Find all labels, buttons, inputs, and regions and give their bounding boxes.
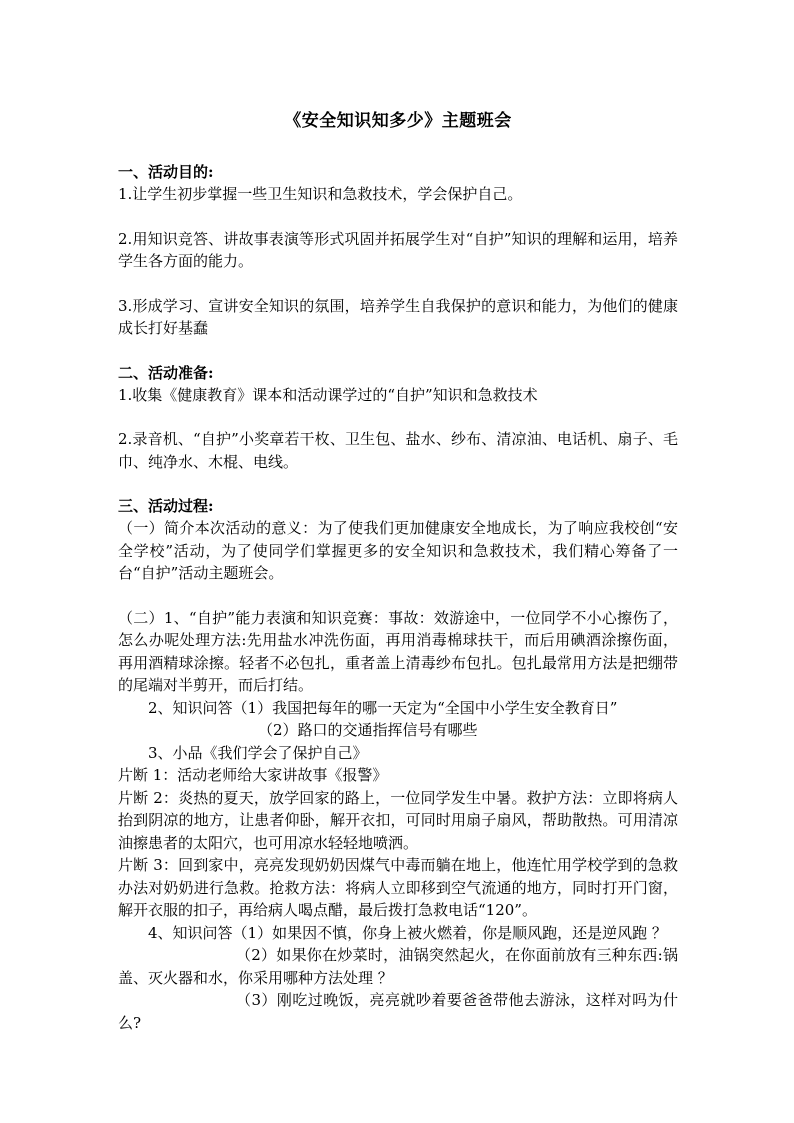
fragment-1: 片断 1：活动老师给大家讲故事《报警》 (118, 766, 388, 784)
goal-item-1: 1.让学生初步掌握一些卫生知识和急救技术，学会保护自己。 (118, 185, 523, 203)
quiz-4-q1: 4、知识问答（1）如果因不慎，你身上被火燃着，你是顺风跑，还是逆风跑 ？ (148, 923, 667, 942)
quiz-4-q2: （2）如果你在炒菜时，油锅突然起火，在你面前放有三种东西:锅盖、灭火器和水，你采用哪种方法处理 ？ (118, 946, 678, 987)
section-heading-prep: 二、活动准备: (118, 363, 214, 382)
section-heading-process: 三、活动过程: (118, 497, 214, 515)
section-prep (118, 362, 678, 474)
process-intro: （一）简介本次活动的意义：为了使我们更加健康安全地成长，为了响应我校创“安全学校”活动，为了使同学们掌握更多的安全知识和急救技术，我们精心筹备了一台“自护”活动主题班会。 (118, 519, 678, 582)
prep-item-1: 1.收集《健康教育》课本和活动课学过的“自护”知识和急救技术 (118, 385, 538, 404)
goal-item-3: 3.形成学习、宣讲安全知识的氛围，培养学生自我保护的意识和能力，为他们的健康成长打好基蠢 (118, 296, 678, 337)
process-part-2: （二）1、“自护”能力表演和知识竞赛：事故：效游途中，一位同学不小心擦伤了，怎么办呢处理方法:先用盐水冲洗伤面，再用消毒棉球扶干，而后用碘酒涂擦伤面，再用酒精球涂擦。轻者不必包扎，重者盖上清毒纱布包扎。包扎最常用方法是把绷带的尾端对半剪开，而后打结。 (118, 608, 678, 694)
document-title: 《安全知识知多少》主题班会 (284, 111, 512, 131)
fragment-3: 片断 3：回到家中，亮亮发现奶奶因煤气中毒而躺在地上，他连忙用学校学到的急救办法对奶奶进行急救。抢救方法：将病人立即移到空气流通的地方，同时打开门窗，解开衣服的扣子，再给病人喝点醋，最后拨打急救电话“120”。 (118, 856, 678, 919)
document-page (118, 100, 678, 1034)
prep-item-2: 2.录音机、“自护”小奖章若干枚、卫生包、盐水、纱布、清凉油、电话机、扇子、毛巾、纯净水、木棍、电线。 (118, 430, 678, 471)
skit-title: 3、小品《我们学会了保护自己》 (148, 743, 368, 762)
quiz-4-q3: （3）刚吃过晚饭，亮亮就吵着要爸爸带他去游泳，这样对吗为什么? (118, 991, 678, 1032)
quiz-2-q2: （2）路口的交通指挥信号有哪些 (258, 721, 478, 739)
section-heading-goal: 一、活动目的: (118, 163, 214, 181)
quiz-2-q1: 2、知识问答（1）我国把每年的哪一天定为“全国中小学生安全教育日” (148, 698, 618, 717)
section-goal (118, 161, 678, 340)
goal-item-2: 2.用知识竞答、讲故事表演等形式巩固并拓展学生对“自护”知识的理解和运用，培养学生各方面的能力。 (118, 229, 678, 270)
section-process (118, 495, 678, 1034)
fragment-2: 片断 2：炎热的夏天，放学回家的路上，一位同学发生中暑。救护方法：立即将病人抬到阴凉的地方，让患者仰卧，解开衣扣，可同时用扇子扇风，帮助散热。可用清凉油擦患者的太阳穴，也可用凉水轻轻地喷洒。 (118, 788, 678, 852)
